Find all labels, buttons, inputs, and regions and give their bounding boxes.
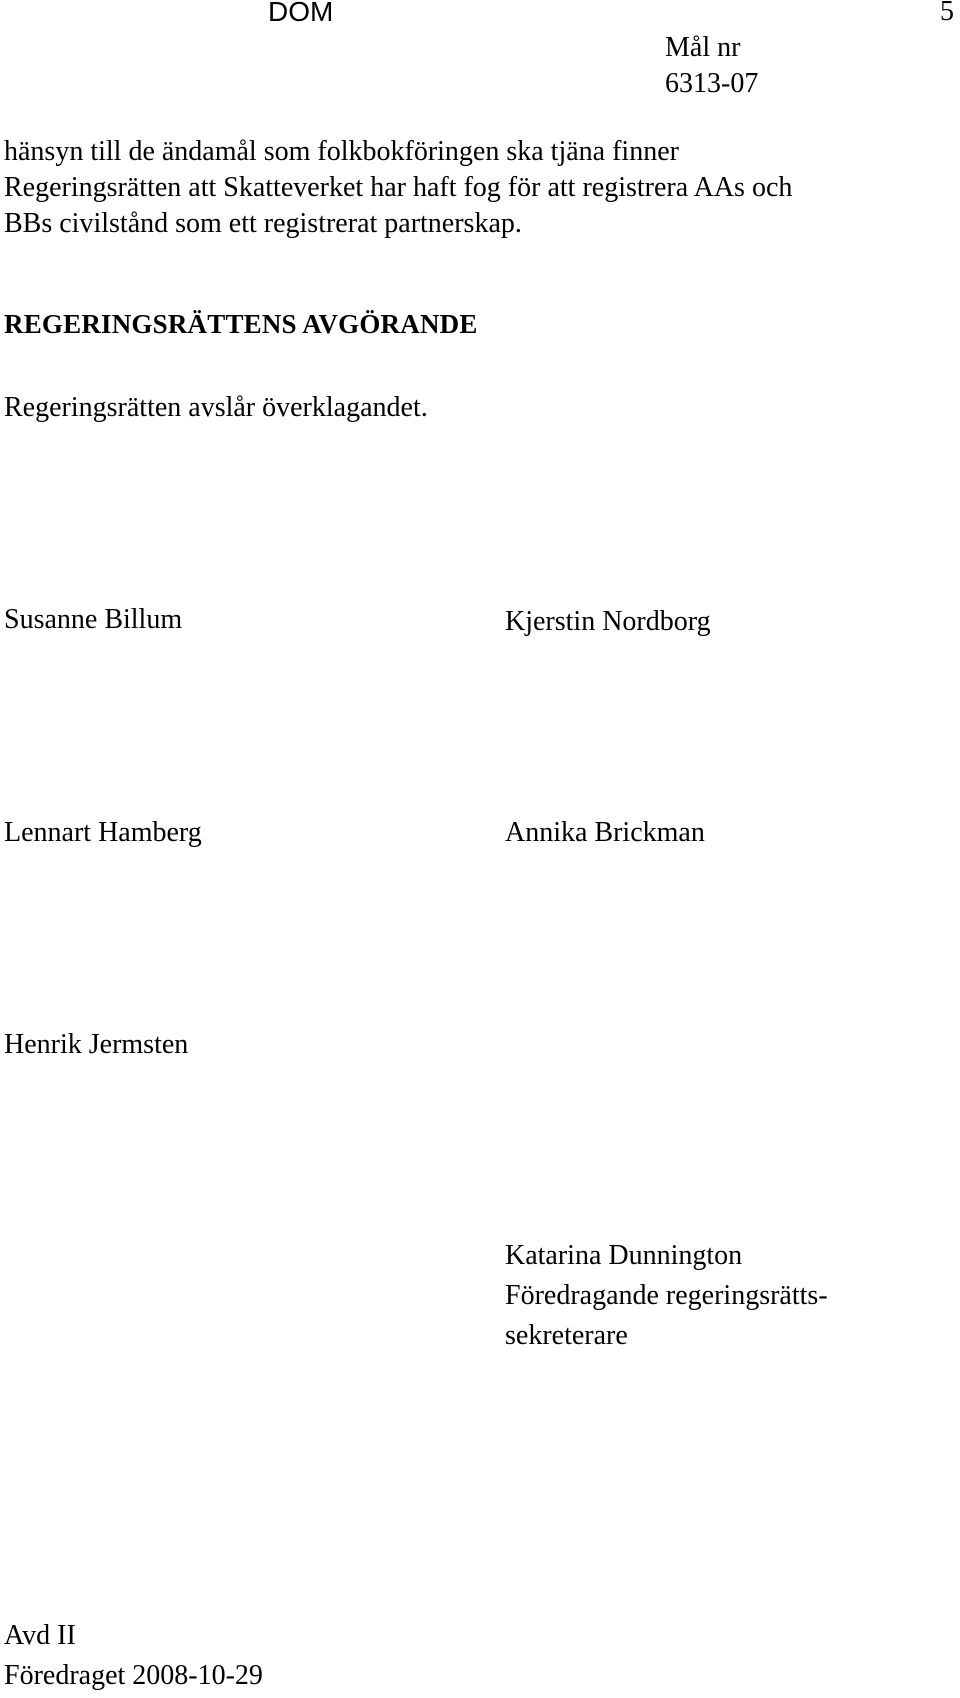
body-text-line: Regeringsrätten att Skatteverket har haft fog för att registrera AAs och (4, 172, 793, 203)
judge-signature: Annika Brickman (505, 817, 705, 848)
judge-signature: Susanne Billum (4, 604, 183, 635)
footer-presented-date: Föredraget 2008-10-29 (4, 1660, 263, 1691)
rapporteur-title: Föredragande regeringsrätts- (505, 1280, 828, 1311)
document-type: DOM (268, 0, 334, 27)
judge-signature: Henrik Jermsten (4, 1029, 189, 1060)
rapporteur-name: Katarina Dunnington (505, 1240, 743, 1271)
rapporteur-title: sekreterare (505, 1320, 628, 1351)
body-text-line: hänsyn till de ändamål som folkbokföringen ska tjäna finner (4, 136, 679, 167)
judge-signature: Kjerstin Nordborg (505, 606, 711, 637)
decision-heading: REGERINGSRÄTTENS AVGÖRANDE (4, 309, 478, 339)
case-number-label: Mål nr (665, 32, 741, 63)
page-number: 5 (940, 0, 954, 27)
body-text-line: BBs civilstånd som ett registrerat partnerskap. (4, 208, 522, 239)
decision-text: Regeringsrätten avslår överklagandet. (4, 392, 428, 423)
footer-division: Avd II (4, 1620, 76, 1651)
judge-signature: Lennart Hamberg (4, 817, 202, 848)
case-number: 6313-07 (665, 68, 759, 99)
